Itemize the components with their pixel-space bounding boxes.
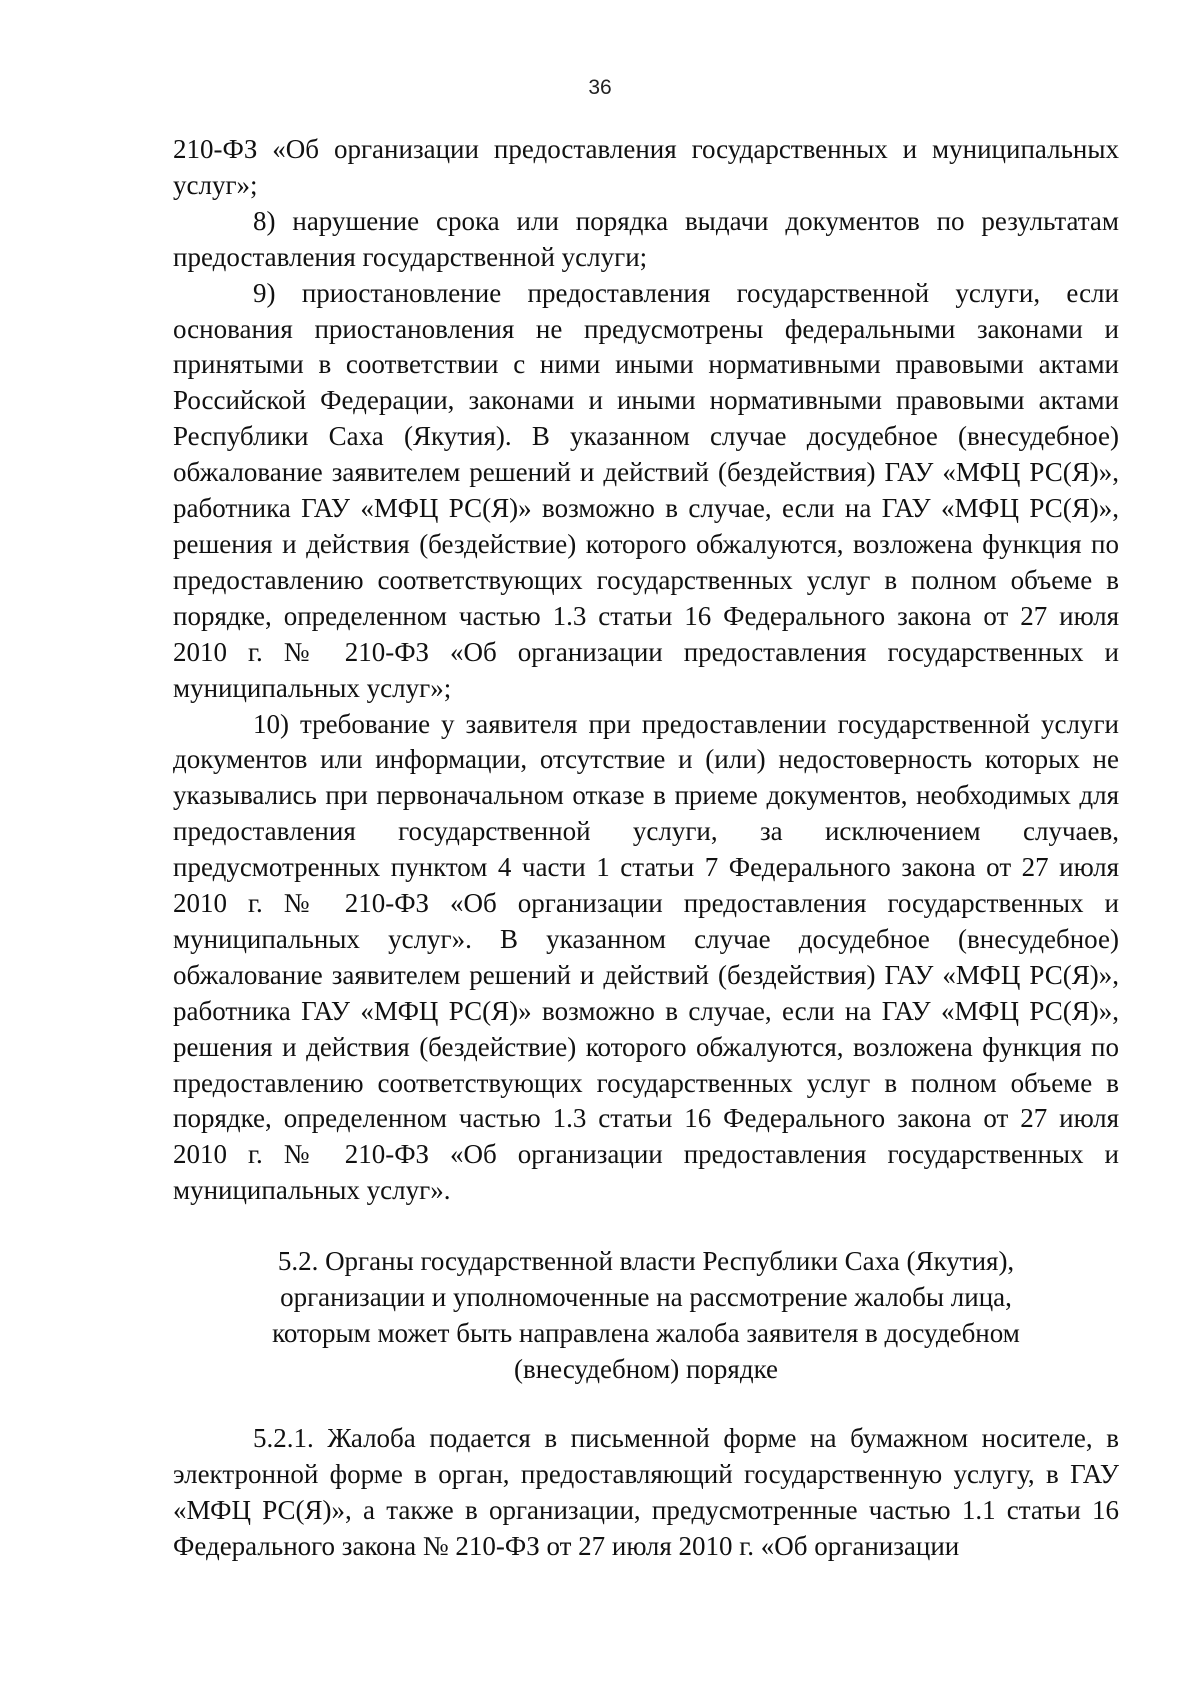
paragraph-item-10: 10) требование у заявителя при предоставлении государственной услуги документов или информации, отсутствие и (или) недостоверность которых не указывались при первоначальном отказе в приеме документов, необходимых для предоставления государственной услуги, за исключением случаев, предусмотренных пунктом 4 части 1 статьи 7 Федерального закона от 27 июля 2010 г. № 210-ФЗ «Об организации предоставления государственных и муниципальных услуг». В указанном случае досудебное (внесудебное) обжалование заявителем решений и действий (бездействия) ГАУ «МФЦ РС(Я)», работника ГАУ «МФЦ РС(Я)» возможно в случае, если на ГАУ «МФЦ РС(Я)», решения и действия (бездействие) которого обжалуются, возложена функция по предоставлению соответствующих государственных услуг в полном объеме в порядке, определенном частью 1.3 статьи 16 Федерального закона от 27 июля 2010 г. № 210-ФЗ «Об организации предоставления государственных и муниципальных услуг». (173, 708, 1119, 1206)
section-heading: 5.2. Органы государственной власти Республики Саха (Якутия), организации и уполномоченные на рассмотрение жалобы лица, которым может быть направлена жалоба заявителя в досудебном (внесудебном) порядке (272, 1246, 1020, 1385)
page-number: 36 (588, 76, 612, 99)
paragraph-5-2-1: 5.2.1. Жалоба подается в письменной форме на бумажном носителе, в электронной форме в орган, предоставляющий государственную услугу, в ГАУ «МФЦ РС(Я)», а также в организации, предусмотренные частью 1.1 статьи 16 Федерального закона № 210-ФЗ от 27 июля 2010 г. «Об организации (173, 1423, 1119, 1561)
paragraph-item-9: 9) приостановление предоставления государственной услуги, если основания приостановления не предусмотрены федеральными законами и принятыми в соответствии с ними иными нормативными правовыми актами Российской Федерации, законами и иными нормативными правовыми актами Республики Саха (Якутия). В указанном случае досудебное (внесудебное) обжалование заявителем решений и действий (бездействия) ГАУ «МФЦ РС(Я)», работника ГАУ «МФЦ РС(Я)» возможно в случае, если на ГАУ «МФЦ РС(Я)», решения и действия (бездействие) которого обжалуются, возложена функция по предоставлению соответствующих государственных услуг в полном объеме в порядке, определенном частью 1.3 статьи 16 Федерального закона от 27 июля 2010 г. № 210-ФЗ «Об организации предоставления государственных и муниципальных услуг»; (173, 277, 1119, 703)
paragraph-item-8: 8) нарушение срока или порядка выдачи документов по результатам предоставления государственной услуги; (173, 205, 1119, 272)
paragraph-continuation: 210-ФЗ «Об организации предоставления государственных и муниципальных услуг»; (173, 134, 1119, 200)
document-body (173, 132, 1119, 1565)
